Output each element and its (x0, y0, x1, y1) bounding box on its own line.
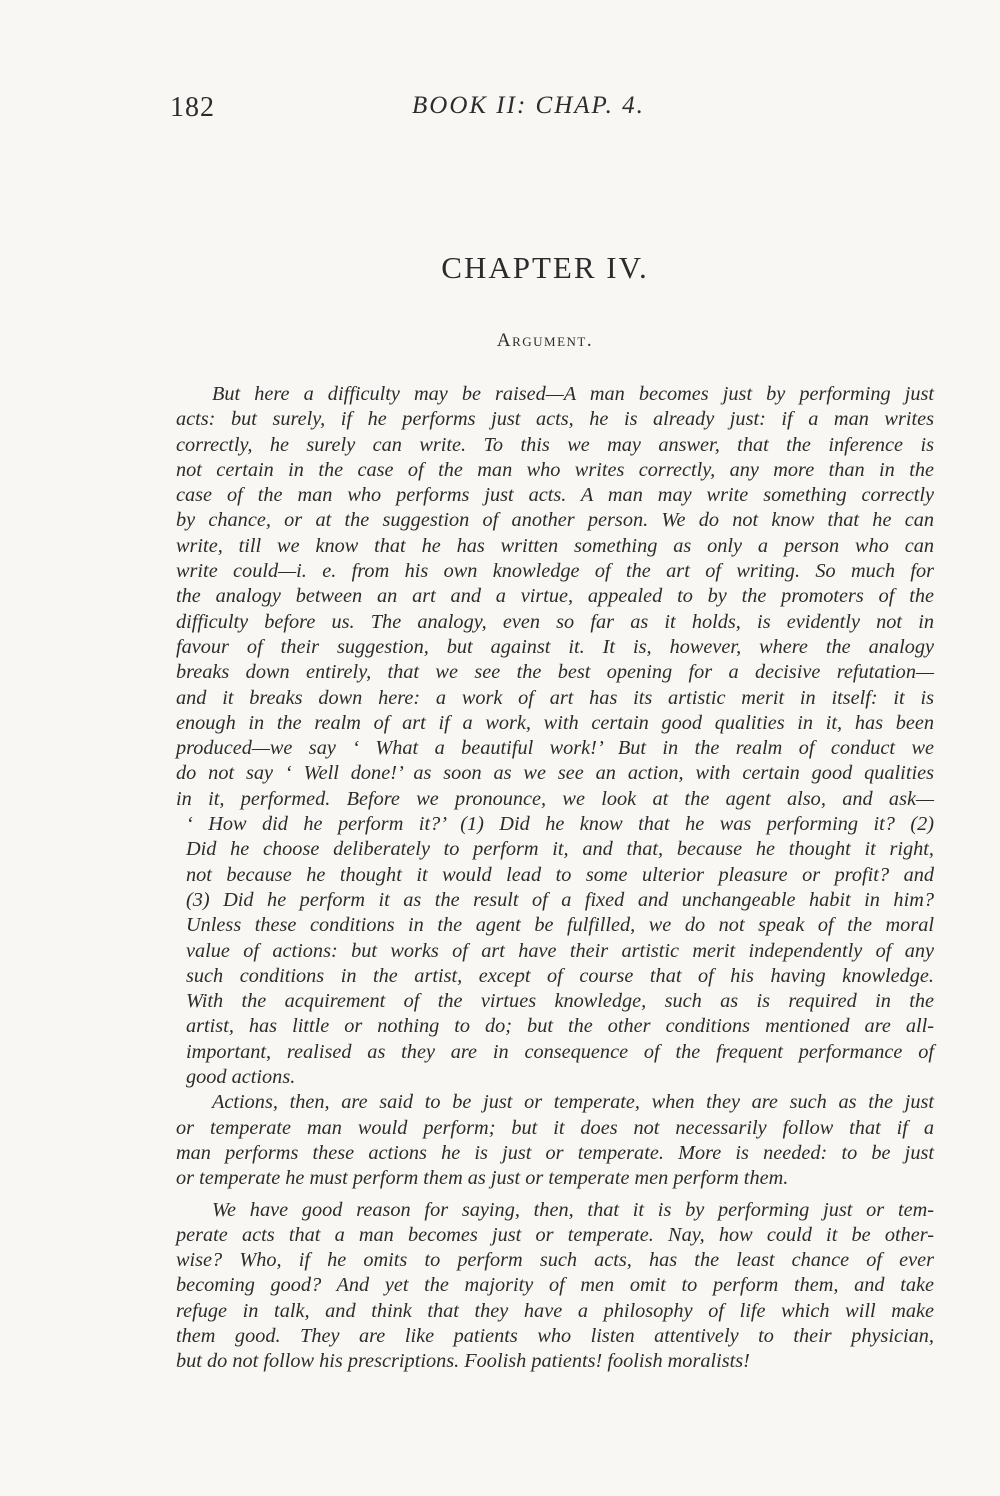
chapter-title: CHAPTER IV. (441, 250, 649, 285)
text-line: becoming good? And yet the majority of men omit to perform them, and take (176, 1274, 934, 1297)
text-line: (3) Did he perform it as the result of a fixed and unchangeable habit in him? (186, 888, 934, 911)
text-line: With the acquirement of the virtues knowledge, such as is required in the (186, 990, 934, 1013)
text-line: and it breaks down here: a work of art has its artistic merit in itself: it is (176, 686, 934, 709)
text-line: do not say ‘ Well done!’ as soon as we see an action, with certain good qualities (176, 762, 934, 785)
text-line: correctly, he surely can write. To this we may answer, that the inference is (176, 433, 934, 456)
text-line: but do not follow his prescriptions. Foolish patients! foolish moralists! (176, 1350, 750, 1373)
text-line: by chance, or at the suggestion of another person. We do not know that he can (176, 509, 934, 532)
text-line: write could—i. e. from his own knowledge of the art of writing. So much for (176, 560, 934, 583)
body-text (176, 382, 934, 1375)
text-line: Actions, then, are said to be just or temperate, when they are such as the just (212, 1091, 934, 1114)
text-line: favour of their suggestion, but against it. It is, however, where the analogy (176, 635, 934, 658)
text-line: or temperate man would perform; but it does not necessarily follow that if a (176, 1116, 934, 1139)
text-line: wise? Who, if he omits to perform such acts, has the least chance of ever (176, 1249, 934, 1272)
text-line: man performs these actions he is just or temperate. More is needed: to be just (176, 1141, 934, 1164)
text-line: value of actions: but works of art have their artistic merit independently of any (186, 939, 934, 962)
text-line: produced—we say ‘ What a beautiful work!’ But in the realm of conduct we (176, 737, 934, 760)
text-line: Unless these conditions in the agent be fulfilled, we do not speak of the moral (186, 914, 934, 937)
text-line: good actions. (186, 1066, 296, 1089)
text-line: important, realised as they are in consequence of the frequent performance of (186, 1040, 934, 1063)
text-line: write, till we know that he has written something as only a person who can (176, 534, 934, 557)
paragraph-2 (176, 1090, 934, 1191)
text-line: not certain in the case of the man who writes correctly, any more than in the (176, 458, 934, 481)
paragraph-3 (176, 1198, 934, 1375)
text-line: But here a difficulty may be raised—A man becomes just by performing just (212, 383, 934, 405)
page-header (170, 92, 690, 132)
text-line: or temperate he must perform them as just or temperate men perform them. (176, 1167, 789, 1190)
text-line: artist, has little or nothing to do; but the other conditions mentioned are all- (186, 1015, 934, 1038)
text-line: refuge in talk, and think that they have a philosophy of life which will make (176, 1299, 934, 1322)
text-line: acts: but surely, if he performs just acts, he is already just: if a man writes (176, 408, 934, 431)
paragraph-1 (176, 382, 934, 1090)
page-number: 182 (170, 92, 215, 123)
text-line: case of the man who performs just acts. A man may write something correctly (176, 484, 934, 507)
text-line: them good. They are like patients who listen attentively to their physician, (176, 1324, 934, 1347)
text-line: perate acts that a man becomes just or temperate. Nay, how could it be other- (176, 1223, 934, 1246)
argument-heading: Argument. (496, 330, 594, 351)
text-line: not because he thought it would lead to some ulterior pleasure or profit? and (186, 863, 934, 886)
text-line: We have good reason for saying, then, that it is by performing just or tem- (212, 1198, 934, 1221)
text-line: Did he choose deliberately to perform it, and that, because he thought it right, (186, 838, 934, 861)
text-line: in it, performed. Before we pronounce, we look at the agent also, and ask— (176, 787, 934, 810)
text-line: ‘ How did he perform it?’ (1) Did he know that he was performing it? (2) (186, 813, 934, 836)
text-line: difficulty before us. The analogy, even so far as it holds, is evidently not in (176, 610, 934, 633)
text-line: breaks down entirely, that we see the best opening for a decisive refutation— (176, 661, 934, 684)
text-line: the analogy between an art and a virtue, appealed to by the promoters of the (176, 585, 934, 608)
running-head: BOOK II: CHAP. 4. (412, 92, 645, 119)
text-line: such conditions in the artist, except of course that of his having knowledge. (186, 964, 934, 987)
text-line: enough in the realm of art if a work, with certain good qualities in it, has been (176, 711, 934, 734)
